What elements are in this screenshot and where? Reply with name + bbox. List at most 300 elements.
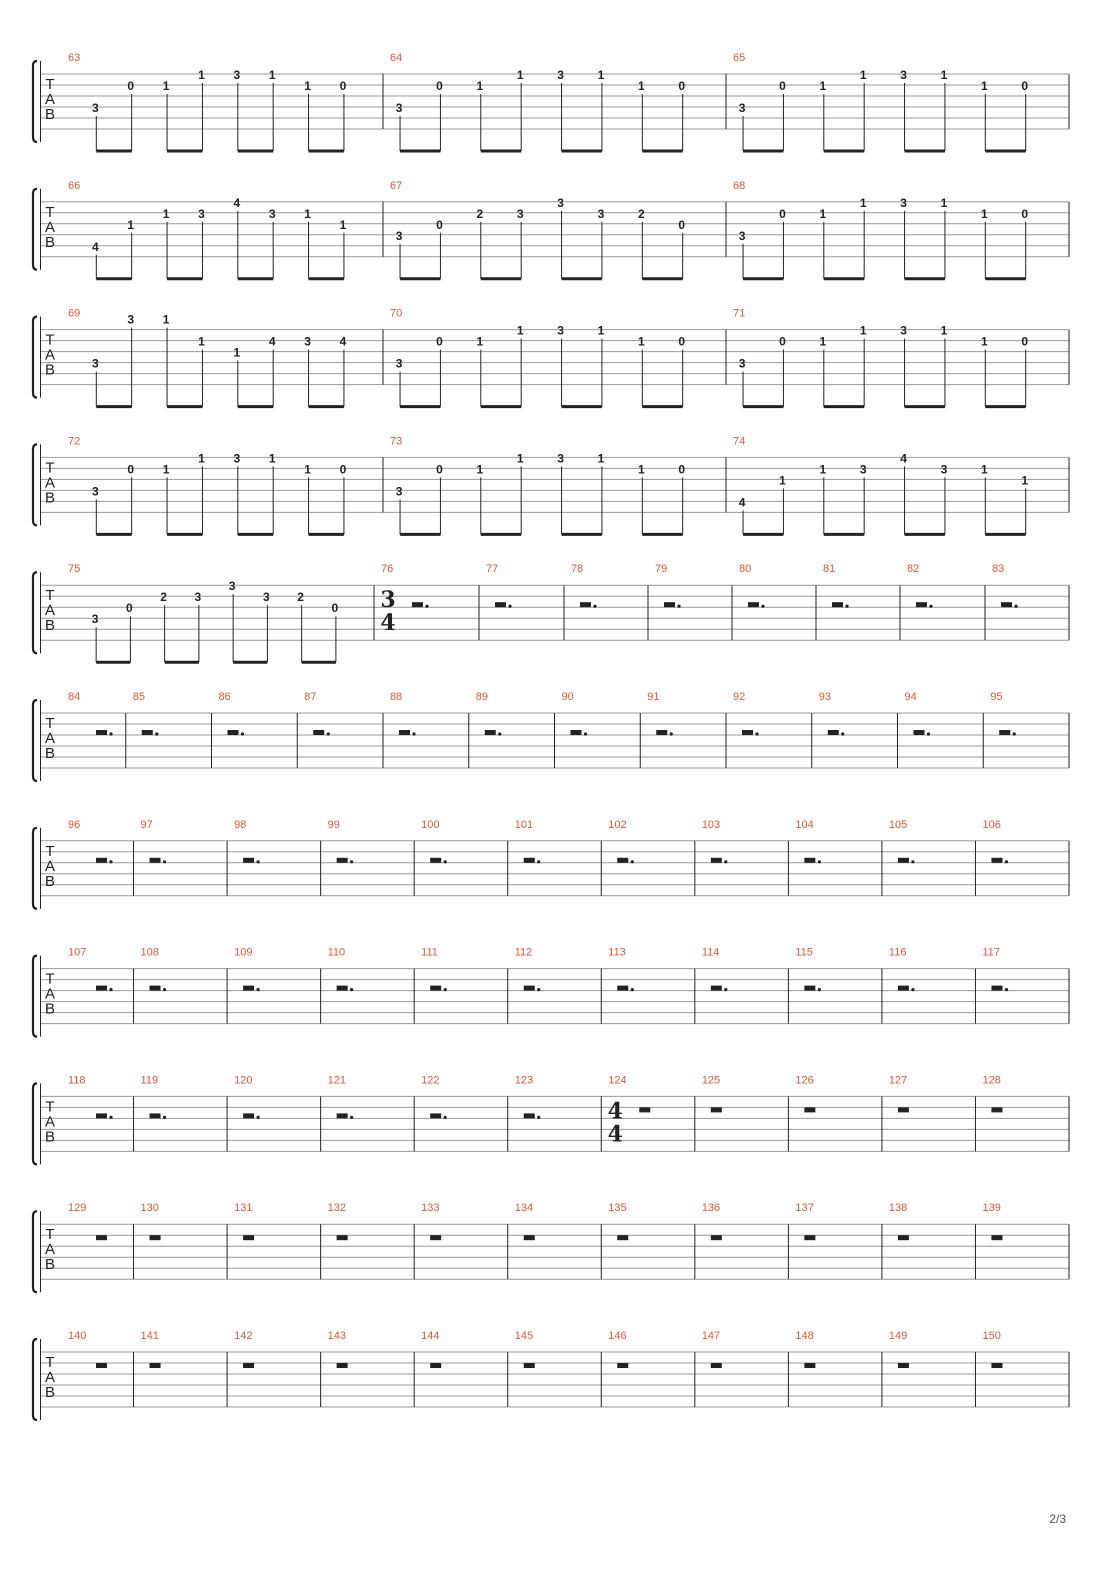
- tab-clef-b: B: [44, 1384, 56, 1401]
- tab-clef-t: T: [45, 203, 55, 221]
- fret-number: 1: [597, 323, 605, 338]
- rest-dot: [724, 860, 727, 863]
- half-rest: [832, 602, 843, 607]
- measure-number: 119: [140, 1074, 159, 1087]
- fret-number: 0: [779, 206, 786, 221]
- whole-rest: [96, 1363, 107, 1368]
- fret-number: 3: [395, 356, 403, 371]
- half-rest: [399, 730, 410, 735]
- fret-number: 1: [980, 462, 988, 477]
- tab-system-7: [33, 819, 1069, 909]
- measure-number: 74: [733, 435, 746, 448]
- measure-number: 122: [421, 1074, 440, 1087]
- rest-dot: [109, 732, 112, 735]
- rest-dot: [677, 605, 680, 608]
- measure-number: 81: [823, 563, 836, 576]
- half-rest: [243, 858, 254, 863]
- measure-number: 99: [327, 818, 340, 831]
- fret-number: 3: [900, 195, 907, 210]
- fret-number: 3: [233, 451, 241, 466]
- fret-number: 3: [859, 462, 867, 477]
- system-bracket: [33, 61, 37, 142]
- measure-number: 84: [68, 691, 81, 703]
- tab-clef-t: T: [45, 1098, 55, 1116]
- measure-number: 129: [68, 1202, 87, 1215]
- tab-clef-a: A: [44, 730, 56, 747]
- measure-number: 143: [327, 1330, 346, 1342]
- half-rest: [711, 858, 722, 863]
- fret-number: 2: [476, 206, 484, 221]
- half-rest: [617, 986, 628, 991]
- rest-dot: [241, 732, 244, 735]
- fret-number: 1: [476, 462, 484, 477]
- fret-number: 3: [940, 462, 948, 477]
- measure-number: 98: [234, 818, 247, 831]
- rest-dot: [1005, 860, 1008, 863]
- measure-number: 71: [733, 307, 746, 320]
- fret-number: 1: [339, 217, 347, 232]
- system-bracket: [33, 572, 37, 653]
- rest-dot: [927, 732, 930, 735]
- measure-number: 141: [140, 1330, 159, 1342]
- measure-number: 121: [327, 1074, 346, 1087]
- rest-dot: [670, 732, 673, 735]
- tab-clef-t: T: [45, 459, 55, 477]
- measure-number: 134: [514, 1202, 534, 1215]
- half-rest: [524, 858, 535, 863]
- tab-clef-a: A: [44, 218, 56, 236]
- tab-clef-t: T: [45, 842, 55, 860]
- fret-number: 4: [738, 495, 746, 510]
- rest-dot: [444, 988, 447, 991]
- half-rest: [914, 730, 925, 735]
- measure-number: 147: [701, 1330, 721, 1342]
- measure-number: 97: [140, 818, 153, 831]
- fret-number: 0: [678, 79, 686, 93]
- measure-number: 149: [888, 1330, 908, 1342]
- measure-number: 102: [608, 818, 627, 831]
- tab-clef-t: T: [45, 331, 55, 349]
- half-rest: [495, 602, 506, 607]
- measure-number: 83: [992, 563, 1005, 576]
- measure-number: 150: [982, 1330, 1001, 1342]
- fret-number: 0: [339, 79, 347, 93]
- tab-system-11: [33, 1330, 1069, 1420]
- tab-clef-a: A: [44, 857, 56, 875]
- tab-clef-t: T: [45, 970, 55, 988]
- measure-number: 63: [68, 52, 81, 64]
- whole-rest: [991, 1235, 1002, 1240]
- rest-dot: [155, 732, 158, 735]
- measure-number: 125: [701, 1074, 721, 1087]
- fret-number: 0: [331, 601, 339, 616]
- half-rest: [96, 858, 107, 863]
- rest-dot: [256, 860, 259, 863]
- half-rest: [150, 986, 161, 991]
- rest-dot: [109, 988, 112, 991]
- measure-number: 108: [140, 946, 159, 959]
- fret-number: 1: [162, 462, 170, 477]
- tab-clef-b: B: [44, 233, 56, 251]
- fret-number: 1: [980, 79, 988, 93]
- measure-number: 116: [888, 946, 907, 959]
- measure-number: 120: [234, 1074, 253, 1087]
- measure-number: 66: [68, 179, 81, 192]
- half-rest: [748, 602, 759, 607]
- fret-number: 3: [91, 484, 99, 499]
- half-rest: [916, 602, 927, 607]
- measure-number: 114: [701, 946, 720, 959]
- whole-rest: [617, 1363, 628, 1368]
- measure-number: 128: [982, 1074, 1001, 1087]
- tab-system-2: [33, 180, 1069, 279]
- measure-number: 111: [421, 946, 438, 959]
- tab-clef-b: B: [44, 1000, 56, 1018]
- measure-number: 124: [608, 1074, 627, 1087]
- fret-number: 1: [268, 68, 276, 82]
- whole-rest: [804, 1107, 815, 1112]
- whole-rest: [991, 1363, 1002, 1368]
- fret-number: 1: [516, 68, 524, 82]
- time-signature-top: 4: [607, 1098, 623, 1125]
- rest-dot: [761, 605, 764, 608]
- tab-clef-a: A: [44, 474, 56, 492]
- measure-number: 78: [571, 563, 584, 576]
- half-rest: [96, 1113, 107, 1118]
- half-rest: [337, 986, 348, 991]
- measure-number: 92: [733, 691, 746, 703]
- rest-dot: [929, 605, 932, 608]
- fret-number: 3: [268, 206, 276, 221]
- measure-number: 118: [68, 1074, 86, 1087]
- fret-number: 3: [263, 590, 270, 605]
- tab-clef-b: B: [44, 106, 56, 123]
- measure-number: 123: [514, 1074, 534, 1087]
- measure-number: 132: [327, 1202, 346, 1215]
- fret-number: 3: [91, 101, 99, 115]
- time-signature-top: 3: [380, 587, 396, 614]
- rest-dot: [1014, 605, 1017, 608]
- fret-number: 0: [678, 217, 686, 232]
- fret-number: 3: [127, 312, 135, 327]
- fret-number: 1: [819, 334, 827, 349]
- fret-number: 3: [557, 68, 564, 82]
- fret-number: 0: [678, 334, 686, 349]
- rest-dot: [163, 860, 166, 863]
- measure-number: 148: [795, 1330, 814, 1342]
- fret-number: 0: [436, 217, 443, 232]
- page-number: 2/3: [1049, 1512, 1066, 1526]
- fret-number: 1: [940, 195, 948, 210]
- fret-number: 1: [233, 345, 241, 360]
- fret-number: 1: [980, 206, 988, 221]
- half-rest: [571, 730, 582, 735]
- rest-dot: [631, 988, 634, 991]
- tab-clef-b: B: [44, 361, 56, 379]
- measure-number: 138: [888, 1202, 908, 1215]
- tab-system-4: [33, 435, 1069, 534]
- rest-dot: [350, 860, 353, 863]
- whole-rest: [243, 1235, 254, 1240]
- measure-number: 94: [904, 691, 917, 703]
- fret-number: 1: [162, 312, 170, 327]
- measure-number: 139: [982, 1202, 1001, 1215]
- half-rest: [430, 986, 441, 991]
- measure-number: 136: [701, 1202, 721, 1215]
- half-rest: [991, 986, 1002, 991]
- fret-number: 2: [160, 590, 167, 605]
- half-rest: [243, 986, 254, 991]
- measure-number: 115: [795, 946, 813, 959]
- system-bracket: [33, 956, 37, 1037]
- half-rest: [656, 730, 667, 735]
- fret-number: 4: [268, 334, 276, 349]
- rest-dot: [508, 605, 511, 608]
- fret-number: 0: [436, 334, 443, 349]
- fret-number: 1: [516, 323, 524, 338]
- measure-number: 135: [608, 1202, 627, 1215]
- fret-number: 1: [162, 79, 170, 93]
- measure-number: 112: [514, 946, 533, 959]
- rest-dot: [256, 1116, 259, 1119]
- system-bracket: [33, 700, 37, 781]
- fret-number: 1: [779, 473, 786, 488]
- whole-rest: [898, 1235, 909, 1240]
- fret-number: 3: [597, 206, 605, 221]
- fret-number: 3: [557, 195, 564, 210]
- half-rest: [898, 858, 909, 863]
- fret-number: 1: [637, 334, 645, 349]
- fret-number: 1: [476, 334, 484, 349]
- whole-rest: [804, 1235, 815, 1240]
- whole-rest: [430, 1363, 441, 1368]
- tab-clef-t: T: [45, 1226, 55, 1244]
- fret-number: 3: [304, 334, 311, 349]
- half-rest: [243, 1113, 254, 1118]
- measure-number: 75: [68, 563, 81, 576]
- measure-number: 77: [486, 563, 499, 576]
- measure-number: 67: [390, 179, 403, 192]
- rest-dot: [755, 732, 758, 735]
- fret-number: 4: [233, 195, 241, 210]
- tab-clef-b: B: [44, 489, 56, 507]
- measure-number: 106: [982, 818, 1001, 831]
- half-rest: [991, 858, 1002, 863]
- half-rest: [524, 986, 535, 991]
- fret-number: 2: [297, 590, 304, 605]
- measure-number: 105: [888, 818, 908, 831]
- fret-number: 1: [637, 462, 645, 477]
- measure-number: 113: [608, 946, 626, 959]
- rest-dot: [412, 732, 415, 735]
- half-rest: [999, 730, 1010, 735]
- tab-clef-b: B: [44, 745, 56, 762]
- half-rest: [96, 730, 107, 735]
- whole-rest: [898, 1363, 909, 1368]
- rest-dot: [537, 1116, 540, 1119]
- rest-dot: [109, 1116, 112, 1119]
- measure-number: 140: [68, 1330, 87, 1342]
- measure-number: 88: [390, 691, 403, 703]
- rest-dot: [163, 988, 166, 991]
- fret-number: 3: [557, 451, 564, 466]
- measure-number: 70: [390, 307, 403, 320]
- measure-number: 79: [655, 563, 668, 576]
- half-rest: [150, 1113, 161, 1118]
- measure-number: 100: [421, 818, 440, 831]
- fret-number: 1: [819, 206, 827, 221]
- fret-number: 3: [395, 484, 403, 499]
- rest-dot: [584, 732, 587, 735]
- fret-number: 1: [198, 68, 205, 82]
- fret-number: 0: [779, 334, 786, 349]
- whole-rest: [804, 1363, 815, 1368]
- fret-number: 1: [268, 451, 276, 466]
- tab-system-5: [33, 563, 1069, 662]
- measure-number: 73: [390, 435, 403, 448]
- fret-number: 1: [198, 334, 205, 349]
- measure-number: 146: [608, 1330, 627, 1342]
- fret-number: 0: [127, 462, 135, 477]
- rest-dot: [109, 860, 112, 863]
- fret-number: 3: [738, 228, 746, 243]
- measure-number: 103: [701, 818, 721, 831]
- fret-number: 3: [738, 356, 746, 371]
- half-rest: [742, 730, 753, 735]
- fret-number: 3: [198, 206, 205, 221]
- measure-number: 95: [990, 691, 1003, 703]
- fret-number: 1: [1021, 473, 1029, 488]
- half-rest: [96, 986, 107, 991]
- whole-rest: [524, 1363, 535, 1368]
- fret-number: 0: [1021, 79, 1029, 93]
- measure-number: 104: [795, 818, 814, 831]
- tab-system-8: [33, 947, 1069, 1037]
- whole-rest: [337, 1363, 348, 1368]
- fret-number: 3: [557, 323, 564, 338]
- whole-rest: [96, 1235, 107, 1240]
- tab-clef-t: T: [45, 587, 55, 605]
- fret-number: 0: [436, 462, 443, 477]
- measure-number: 87: [304, 691, 317, 703]
- fret-number: 1: [198, 451, 205, 466]
- rest-dot: [537, 988, 540, 991]
- tab-clef-a: A: [44, 91, 56, 108]
- fret-number: 3: [395, 228, 403, 243]
- half-rest: [828, 730, 839, 735]
- fret-number: 0: [1021, 206, 1029, 221]
- fret-number: 0: [678, 462, 686, 477]
- tab-system-10: [33, 1202, 1069, 1292]
- rest-dot: [631, 860, 634, 863]
- rest-dot: [818, 860, 821, 863]
- half-rest: [228, 730, 239, 735]
- measure-number: 142: [234, 1330, 253, 1342]
- rest-dot: [537, 860, 540, 863]
- measure-number: 82: [907, 563, 920, 576]
- fret-number: 3: [395, 101, 403, 115]
- fret-number: 1: [637, 79, 645, 93]
- half-rest: [1001, 602, 1012, 607]
- rest-dot: [911, 860, 914, 863]
- fret-number: 1: [476, 79, 484, 93]
- half-rest: [337, 858, 348, 863]
- fret-number: 3: [738, 101, 746, 115]
- fret-number: 3: [91, 612, 99, 627]
- fret-number: 1: [162, 206, 170, 221]
- tab-clef-a: A: [44, 602, 56, 620]
- rest-dot: [593, 605, 596, 608]
- whole-rest: [430, 1235, 441, 1240]
- tab-system-9: [33, 1074, 1069, 1164]
- whole-rest: [898, 1107, 909, 1112]
- half-rest: [898, 986, 909, 991]
- tab-clef-t: T: [45, 76, 55, 93]
- fret-number: 0: [126, 601, 133, 616]
- rest-dot: [845, 605, 848, 608]
- measure-number: 144: [421, 1330, 440, 1342]
- whole-rest: [711, 1107, 722, 1112]
- fret-number: 0: [436, 79, 443, 93]
- half-rest: [412, 602, 423, 607]
- half-rest: [337, 1113, 348, 1118]
- system-bracket: [33, 828, 37, 909]
- rest-dot: [1013, 732, 1016, 735]
- measure-number: 107: [68, 946, 87, 959]
- fret-number: 1: [304, 79, 311, 93]
- measure-number: 137: [795, 1202, 814, 1215]
- half-rest: [150, 858, 161, 863]
- measure-number: 109: [234, 946, 253, 959]
- whole-rest: [337, 1235, 348, 1240]
- fret-number: 0: [1021, 334, 1029, 349]
- fret-number: 1: [597, 68, 605, 82]
- half-rest: [711, 986, 722, 991]
- time-signature-bottom: 4: [380, 610, 396, 637]
- measure-number: 91: [647, 691, 660, 703]
- half-rest: [430, 858, 441, 863]
- fret-number: 3: [91, 356, 99, 371]
- half-rest: [664, 602, 675, 607]
- fret-number: 4: [900, 451, 907, 466]
- rest-dot: [444, 1116, 447, 1119]
- fret-number: 1: [940, 68, 948, 82]
- whole-rest: [639, 1107, 650, 1112]
- system-bracket: [33, 1339, 37, 1420]
- system-bracket: [33, 1083, 37, 1164]
- fret-number: 3: [516, 206, 524, 221]
- system-bracket: [33, 444, 37, 525]
- measure-number: 101: [514, 818, 534, 831]
- tab-clef-b: B: [44, 1128, 56, 1146]
- half-rest: [430, 1113, 441, 1118]
- whole-rest: [617, 1235, 628, 1240]
- fret-number: 1: [597, 451, 605, 466]
- measure-number: 80: [739, 563, 752, 576]
- fret-number: 1: [859, 323, 867, 338]
- fret-number: 1: [819, 462, 827, 477]
- measure-number: 64: [390, 52, 403, 64]
- half-rest: [142, 730, 153, 735]
- fret-number: 1: [819, 79, 827, 93]
- fret-number: 3: [228, 579, 236, 594]
- rest-dot: [327, 732, 330, 735]
- measure-number: 72: [68, 435, 81, 448]
- fret-number: 3: [194, 590, 202, 605]
- whole-rest: [150, 1235, 161, 1240]
- fret-number: 1: [127, 217, 135, 232]
- fret-number: 1: [304, 462, 311, 477]
